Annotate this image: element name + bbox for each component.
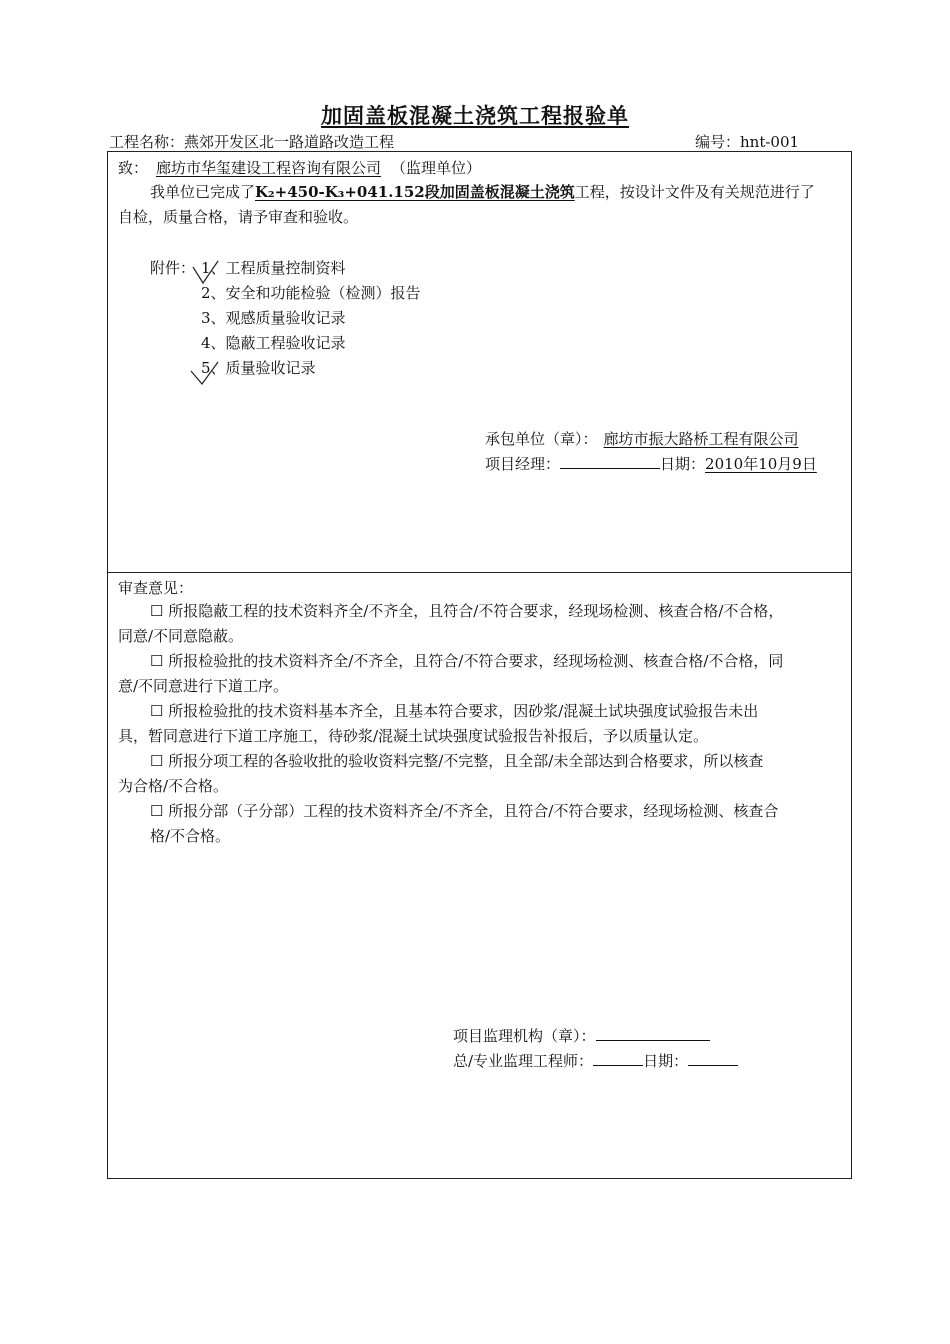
opinion-line	[150, 750, 763, 771]
checkmark-icon	[188, 357, 228, 387]
body-prefix: 我单位已完成了	[150, 183, 256, 201]
opinion-label: 审查意见：	[118, 579, 194, 597]
review-date-blank	[688, 1051, 738, 1066]
attachment-item: 1、工程质量控制资料	[201, 259, 346, 277]
engineer-signature-blank	[593, 1051, 643, 1066]
segment-name: K₂+450-K₃+041.152段加固盖板混凝土浇筑	[255, 183, 575, 201]
attachment-item: 4、隐蔽工程验收记录	[201, 334, 346, 352]
attachment-item: 3、观感质量验收记录	[201, 309, 346, 327]
opinion-continuation: 同意/不同意隐蔽。	[118, 627, 244, 645]
engineer-label: 总/专业监理工程师：	[453, 1052, 594, 1070]
attachments-label: 附件：	[150, 259, 196, 277]
serial-number: hnt-001	[740, 133, 800, 151]
engineer-row	[453, 1050, 738, 1071]
body-line-2: 自检，质量合格，请予审查和验收。	[118, 208, 359, 226]
checkbox-icon[interactable]: ☐	[150, 702, 164, 720]
review-section	[107, 572, 852, 1179]
opinion-line	[150, 650, 783, 671]
submission-section	[107, 151, 852, 573]
attachment-item: 2、安全和功能检验（检测）报告	[201, 284, 421, 302]
serial-row	[695, 131, 799, 152]
project-name-label: 工程名称：	[109, 133, 185, 151]
contractor-name: 廊坊市振大路桥工程有限公司	[603, 430, 799, 448]
opinion-text: 所报分部（子分部）工程的技术资料齐全/不齐全，且符合/不符合要求，经现场检测、核查合	[168, 802, 779, 820]
project-name: 燕郊开发区北一路道路改造工程	[184, 133, 395, 151]
checkmark-icon	[190, 257, 230, 287]
opinion-continuation: 具，暂同意进行下道工序施工，待砂浆/混凝土试块强度试验报告补报后，予以质量认定。	[118, 727, 709, 745]
opinion-continuation: 为合格/不合格。	[118, 777, 229, 795]
opinion-line	[150, 700, 758, 721]
body-suffix: 工程，按设计文件及有关规范进行了	[574, 183, 815, 201]
addressee-row	[118, 157, 481, 178]
supervision-org-row	[453, 1025, 710, 1046]
contractor-row	[485, 428, 803, 449]
checkbox-icon[interactable]: ☐	[150, 802, 164, 820]
to-label: 致：	[118, 159, 149, 177]
opinion-text: 所报检验批的技术资料齐全/不齐全，且符合/不符合要求，经现场检测、核查合格/不合格，同	[168, 652, 784, 670]
checkbox-icon[interactable]: ☐	[150, 602, 164, 620]
contractor-label: 承包单位（章）：	[485, 430, 598, 448]
body-line-1	[150, 181, 815, 202]
manager-row	[485, 453, 817, 474]
opinion-text: 所报隐蔽工程的技术资料齐全/不齐全，且符合/不符合要求，经现场检测、核查合格/不合格，	[168, 602, 784, 620]
supervisor-role: （监理单位）	[391, 159, 482, 177]
date-label: 日期：	[660, 455, 706, 473]
supervisor-name: 廊坊市华玺建设工程咨询有限公司	[156, 159, 382, 177]
checkbox-icon[interactable]: ☐	[150, 652, 164, 670]
manager-label: 项目经理：	[485, 455, 561, 473]
opinion-continuation: 格/不合格。	[150, 827, 231, 845]
attachment-item: 5、质量验收记录	[201, 359, 316, 377]
opinion-line	[150, 600, 783, 621]
opinion-text: 所报检验批的技术资料基本齐全，且基本符合要求，因砂浆/混凝土试块强度试验报告未出	[168, 702, 759, 720]
org-seal-blank	[596, 1026, 710, 1041]
opinion-text: 所报分项工程的各验收批的验收资料完整/不完整，且全部/未全部达到合格要求，所以核查	[168, 752, 764, 770]
project-name-row	[109, 131, 394, 152]
submission-date: 2010年10月9日	[705, 455, 817, 473]
checkbox-icon[interactable]: ☐	[150, 752, 164, 770]
review-date-label: 日期：	[643, 1052, 689, 1070]
document-title: 加固盖板混凝土浇筑工程报验单	[321, 104, 629, 128]
serial-label: 编号：	[695, 133, 741, 151]
org-label: 项目监理机构（章）：	[453, 1027, 596, 1045]
opinion-line	[150, 800, 778, 821]
opinion-continuation: 意/不同意进行下道工序。	[118, 677, 289, 695]
manager-signature-blank	[560, 454, 660, 469]
